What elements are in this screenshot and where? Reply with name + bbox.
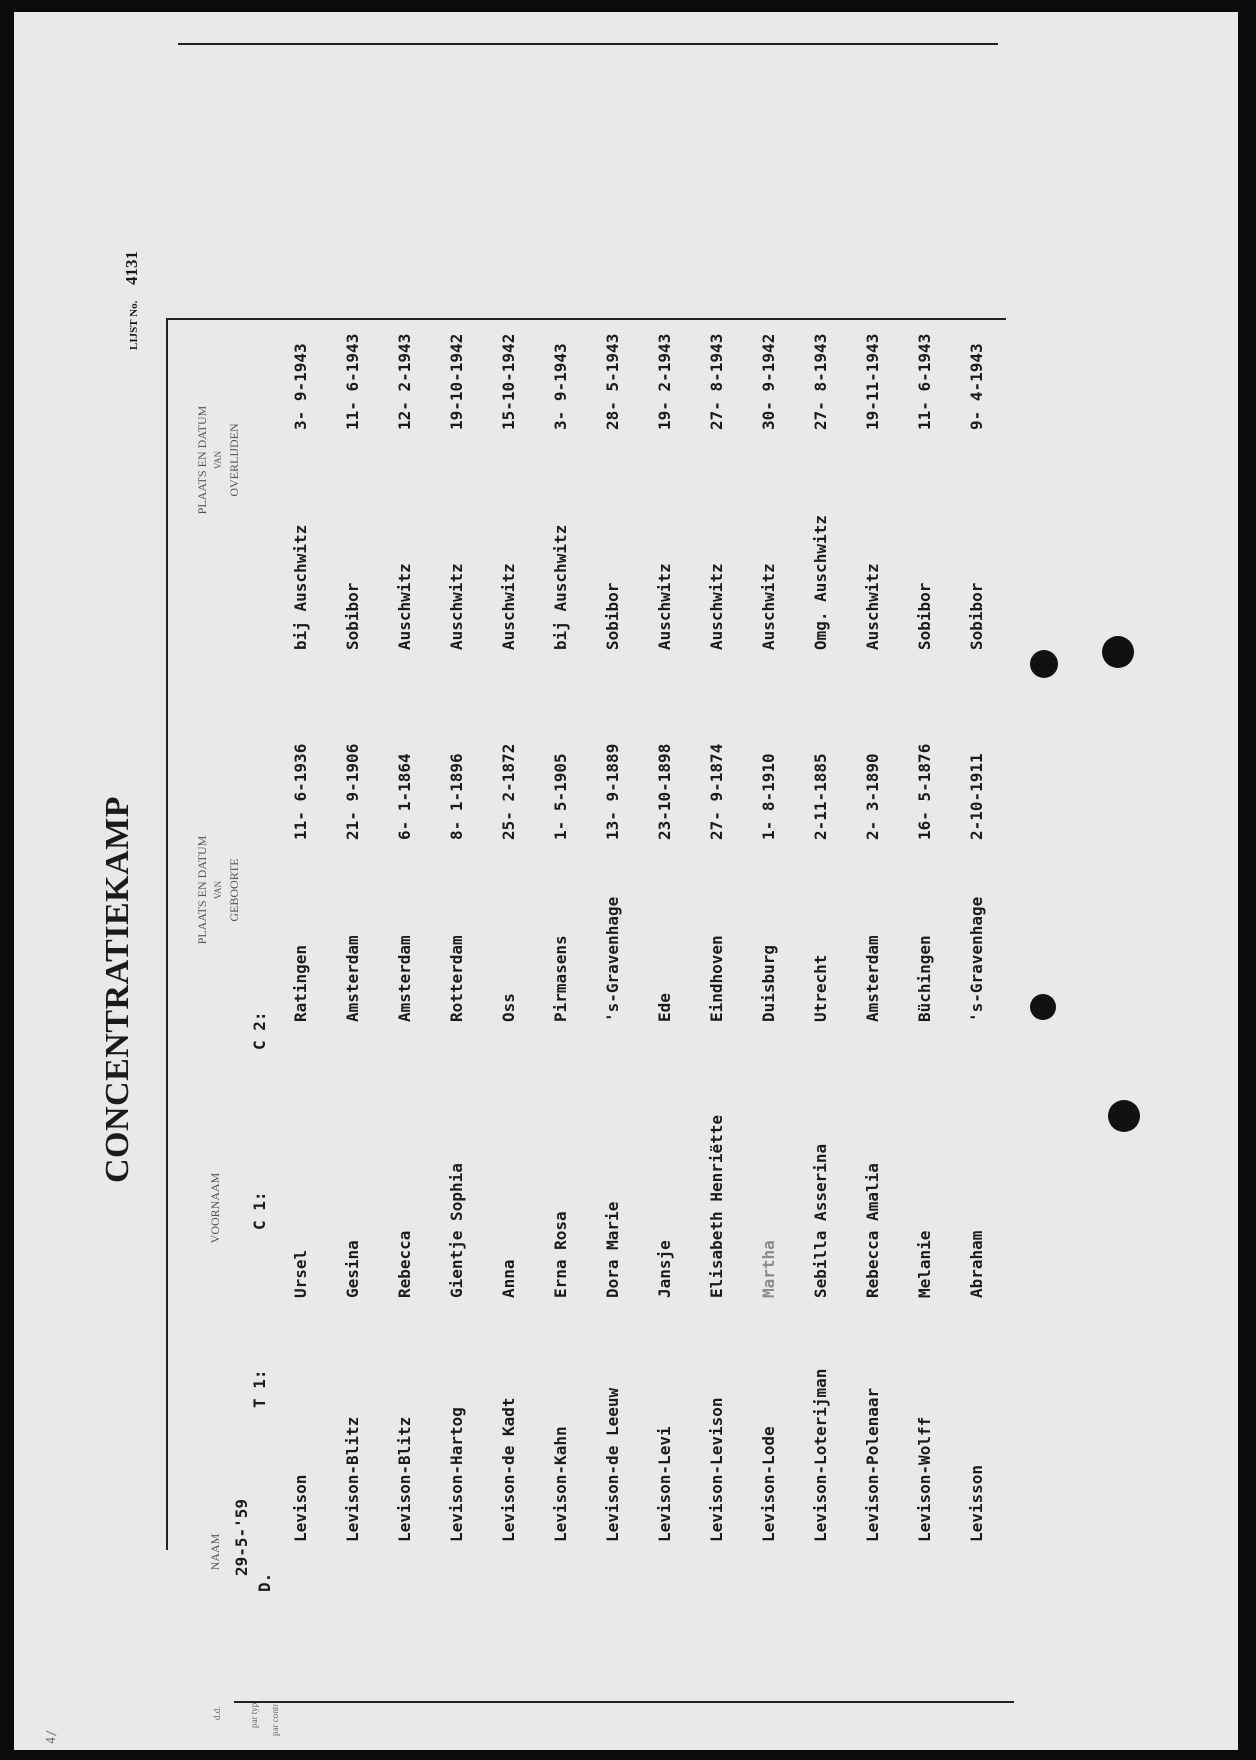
- cell-naam: Levison-de Kadt: [499, 1397, 518, 1542]
- cell-geboorteplaats: Amsterdam: [863, 935, 882, 1022]
- footer-initial: D.: [255, 1572, 274, 1592]
- footer-c1: C 1:: [250, 1191, 269, 1230]
- cell-overlijdensdatum: 28- 5-1943: [603, 333, 622, 430]
- cell-geboorteplaats: Amsterdam: [395, 935, 414, 1022]
- cell-voornaam: Anna: [499, 1259, 518, 1298]
- cell-naam: Levisson: [967, 1464, 986, 1542]
- cell-naam: Levison-Kahn: [551, 1426, 570, 1542]
- cell-overlijdensdatum: 3- 9-1943: [291, 343, 310, 430]
- cell-voornaam: Rebecca Amalia: [863, 1163, 882, 1298]
- cell-naam: Levison-Lode: [759, 1426, 778, 1542]
- cell-voornaam: Melanie: [915, 1230, 934, 1298]
- margin-mark: 4/: [44, 1729, 58, 1744]
- cell-geboortedatum: 16- 5-1876: [915, 743, 934, 840]
- header-overlijden-van: VAN: [213, 450, 223, 470]
- header-geboorte-top: PLAATS EN DATUM: [195, 835, 209, 945]
- cell-overlijdensplaats: bij Auschwitz: [551, 524, 570, 650]
- header-naam: NAAM: [208, 1533, 222, 1571]
- cell-overlijdensdatum: 30- 9-1942: [759, 333, 778, 430]
- cell-overlijdensplaats: Auschwitz: [395, 563, 414, 650]
- cell-geboorteplaats: Büchingen: [915, 935, 934, 1022]
- cell-voornaam: Sebilla Asserina: [811, 1143, 830, 1298]
- document-page: [14, 12, 1238, 1750]
- header-geboorte-van: VAN: [213, 880, 223, 900]
- form-title: CONCENTRATIEKAMP: [99, 795, 136, 1183]
- cell-voornaam: Jansje: [655, 1240, 674, 1298]
- cell-geboortedatum: 13- 9-1889: [603, 743, 622, 840]
- header-geboorte: [194, 790, 242, 990]
- table-row: [907, 250, 947, 1750]
- cell-overlijdensdatum: 19-11-1943: [863, 333, 882, 430]
- header-geboorte-bottom: GEBOORTE: [227, 858, 241, 922]
- table-row: [647, 250, 687, 1750]
- cell-voornaam: Elisabeth Henriëtte: [707, 1114, 726, 1298]
- table-row: [855, 250, 895, 1750]
- punch-hole: [1102, 636, 1134, 668]
- cell-naam: Levison: [291, 1474, 310, 1542]
- punch-hole: [1108, 1100, 1140, 1132]
- cell-overlijdensplaats: Sobibor: [915, 582, 934, 650]
- cell-geboorteplaats: Pirmasens: [551, 935, 570, 1022]
- footer-t1: T 1:: [250, 1369, 269, 1408]
- cell-geboorteplaats: Rotterdam: [447, 935, 466, 1022]
- cell-geboortedatum: 8- 1-1896: [447, 753, 466, 840]
- cell-voornaam: Ursel: [291, 1249, 310, 1298]
- cell-overlijdensdatum: 27- 8-1943: [707, 333, 726, 430]
- cell-voornaam: Erna Rosa: [551, 1211, 570, 1298]
- header-overlijden-top: PLAATS EN DATUM: [195, 405, 209, 515]
- cell-geboortedatum: 1- 5-1905: [551, 753, 570, 840]
- cell-geboortedatum: 23-10-1898: [655, 743, 674, 840]
- cell-geboorteplaats: Utrecht: [811, 954, 830, 1022]
- table-row: [543, 250, 583, 1750]
- cell-naam: Levison-Loterijman: [811, 1368, 830, 1542]
- cell-geboorteplaats: Eindhoven: [707, 935, 726, 1022]
- cell-voornaam: Gesina: [343, 1240, 362, 1298]
- cell-overlijdensdatum: 15-10-1942: [499, 333, 518, 430]
- cell-overlijdensplaats: bij Auschwitz: [291, 524, 310, 650]
- cell-overlijdensplaats: Auschwitz: [499, 563, 518, 650]
- cell-naam: Levison-Polenaar: [863, 1387, 882, 1542]
- cell-overlijdensplaats: Auschwitz: [655, 563, 674, 650]
- table-row: [283, 250, 323, 1750]
- rotated-form: [14, 12, 1238, 1750]
- footer-date: 29-5-'59: [232, 1498, 251, 1576]
- cell-overlijdensdatum: 9- 4-1943: [967, 343, 986, 430]
- cell-voornaam: Rebecca: [395, 1230, 414, 1298]
- cell-geboortedatum: 2-10-1911: [967, 753, 986, 840]
- table-row: [439, 250, 479, 1750]
- cell-naam: Levison-de Leeuw: [603, 1387, 622, 1542]
- cell-overlijdensplaats: Auschwitz: [863, 563, 882, 650]
- header-overlijden-bottom: OVERLIJDEN: [227, 423, 241, 497]
- cell-overlijdensplaats: Auschwitz: [707, 563, 726, 650]
- cell-overlijdensplaats: Omg. Auschwitz: [811, 515, 830, 650]
- cell-geboortedatum: 27- 9-1874: [707, 743, 726, 840]
- cell-naam: Levison-Blitz: [395, 1416, 414, 1542]
- cell-geboortedatum: 25- 2-1872: [499, 743, 518, 840]
- header-rule-left: [166, 320, 168, 1550]
- punch-hole: [1030, 994, 1056, 1020]
- cell-overlijdensplaats: Auschwitz: [447, 563, 466, 650]
- cell-overlijdensplaats: Sobibor: [603, 582, 622, 650]
- table-row: [803, 250, 843, 1750]
- table-row: [595, 250, 635, 1750]
- cell-geboortedatum: 11- 6-1936: [291, 743, 310, 840]
- cell-naam: Levison-Levi: [655, 1426, 674, 1542]
- cell-overlijdensplaats: Sobibor: [343, 582, 362, 650]
- cell-geboortedatum: 6- 1-1864: [395, 753, 414, 840]
- table-row: [699, 250, 739, 1750]
- cell-overlijdensdatum: 19-10-1942: [447, 333, 466, 430]
- table-row: [751, 250, 791, 1750]
- cell-geboorteplaats: Ede: [655, 993, 674, 1022]
- cell-overlijdensdatum: 12- 2-1943: [395, 333, 414, 430]
- cell-geboorteplaats: 's-Gravenhage: [967, 896, 986, 1022]
- footer-label-typ: par typ: [249, 1702, 259, 1728]
- cell-voornaam: Dora Marie: [603, 1201, 622, 1298]
- cell-voornaam: Gientje Sophia: [447, 1163, 466, 1298]
- table-row: [959, 250, 999, 1750]
- list-number-label: LIJST No.: [128, 300, 140, 350]
- cell-overlijdensdatum: 27- 8-1943: [811, 333, 830, 430]
- cell-geboorteplaats: Ratingen: [291, 944, 310, 1022]
- table-row: [387, 250, 427, 1750]
- cell-geboorteplaats: Oss: [499, 993, 518, 1022]
- cell-overlijdensplaats: Sobibor: [967, 582, 986, 650]
- table-row: [335, 250, 375, 1750]
- cell-geboortedatum: 2- 3-1890: [863, 753, 882, 840]
- list-number-value: 4131: [122, 251, 141, 286]
- table-row: [491, 250, 531, 1750]
- footer-labels: [208, 1707, 226, 1721]
- cell-naam: Levison-Hartog: [447, 1407, 466, 1542]
- cell-overlijdensdatum: 3- 9-1943: [551, 343, 570, 430]
- cell-overlijdensdatum: 19- 2-1943: [655, 333, 674, 430]
- cell-naam: Levison-Wolff: [915, 1416, 934, 1542]
- footer-c2: C 2:: [250, 1011, 269, 1050]
- cell-geboorteplaats: 's-Gravenhage: [603, 896, 622, 1022]
- footer-label-contr: par contr: [270, 1703, 280, 1736]
- list-number: [122, 251, 142, 350]
- cell-overlijdensdatum: 11- 6-1943: [915, 333, 934, 430]
- cell-voornaam: Martha: [759, 1240, 778, 1298]
- cell-overlijdensplaats: Auschwitz: [759, 563, 778, 650]
- header-voornaam: VOORNAAM: [208, 1172, 222, 1244]
- cell-geboortedatum: 21- 9-1906: [343, 743, 362, 840]
- cell-naam: Levison-Levison: [707, 1397, 726, 1542]
- cell-overlijdensdatum: 11- 6-1943: [343, 333, 362, 430]
- top-rule: [178, 43, 998, 45]
- header-overlijden: [194, 350, 242, 570]
- footer-label-dd: d.d.: [212, 1706, 222, 1720]
- cell-geboortedatum: 2-11-1885: [811, 753, 830, 840]
- cell-geboorteplaats: Amsterdam: [343, 935, 362, 1022]
- cell-voornaam: Abraham: [967, 1230, 986, 1298]
- cell-geboorteplaats: Duisburg: [759, 944, 778, 1022]
- punch-hole: [1030, 650, 1058, 678]
- cell-geboortedatum: 1- 8-1910: [759, 753, 778, 840]
- cell-naam: Levison-Blitz: [343, 1416, 362, 1542]
